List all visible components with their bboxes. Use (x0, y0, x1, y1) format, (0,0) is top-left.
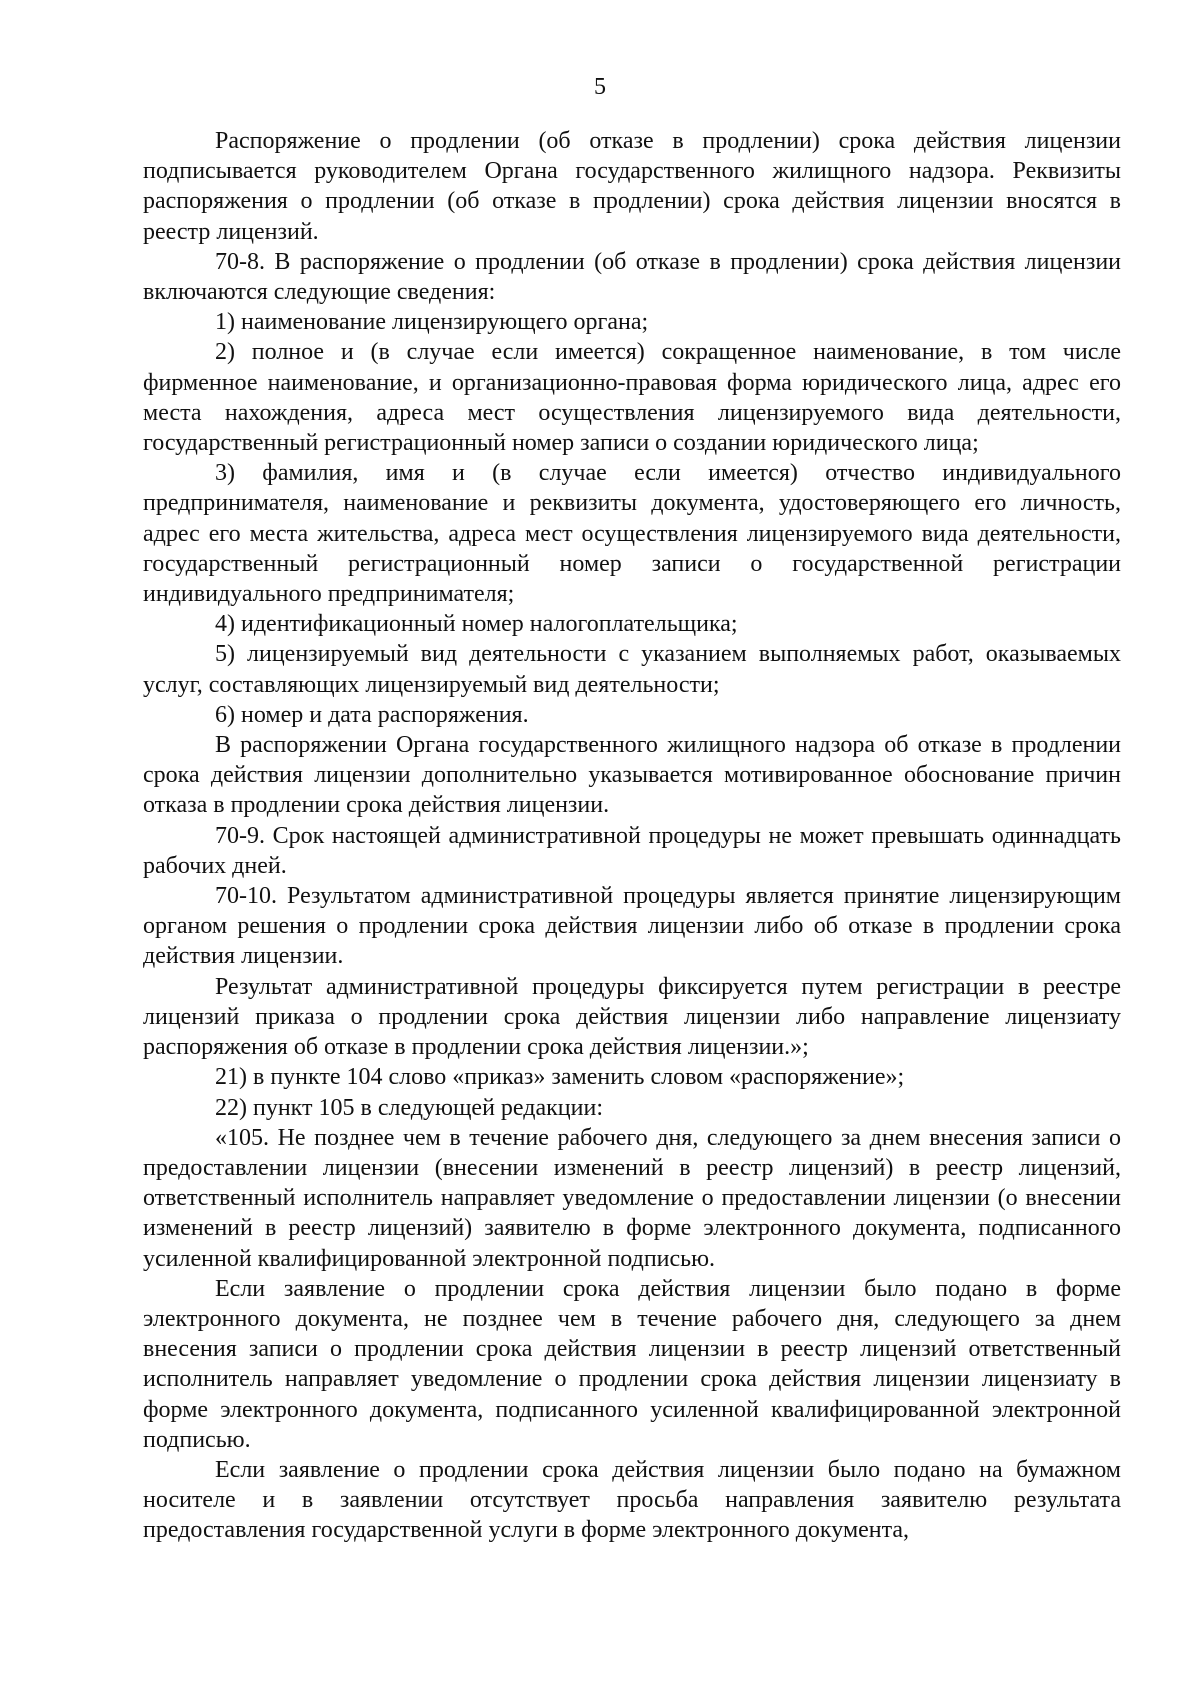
amendment-item-22: 22) пункт 105 в следующей редакции: (215, 1094, 603, 1121)
paragraph-electronic-application: Если заявление о продлении срока действия лицензии было подано в форме электронного документа, не позднее чем в течение рабочего дня, следующего за днем внесения записи о продлении срока действия лицензии в реестр лицензий ответственный исполнитель направляет уведомление о продлении срока действия лицензии лицензиату в форме электронного документа, подписанного усиленной квалифицированной электронной подписью. (143, 1275, 1121, 1453)
paragraph-result-recording: Результат административной процедуры фиксируется путем регистрации в реестре лицензий приказа о продлении срока действия лицензии либо направление лицензиату распоряжения об отказе в продлении срока действия лицензии.»; (143, 973, 1121, 1061)
document-body (143, 126, 1121, 1546)
list-item-1: 1) наименование лицензирующего органа; (215, 309, 649, 336)
list-item-6: 6) номер и дата распоряжения. (215, 701, 529, 728)
paragraph-signing: Распоряжение о продлении (об отказе в продлении) срока действия лицензии подписывается руководителем Органа государственного жилищного надзора. Реквизиты распоряжения о продлении (об отказе в продлении) срока действия лицензии вносятся в реестр лицензий. (143, 128, 1121, 245)
page-number: 5 (594, 74, 606, 100)
paragraph-paper-application: Если заявление о продлении срока действия лицензии было подано на бумажном носителе и в заявлении отсутствует просьба направления заявителю результата предоставления государственной услуги в форме электронного документа, (143, 1456, 1121, 1544)
list-item-4: 4) идентификационный номер налогоплательщика; (215, 611, 738, 638)
paragraph-refusal-justification: В распоряжении Органа государственного жилищного надзора об отказе в продлении срока действия лицензии дополнительно указывается мотивированное обоснование причин отказа в продлении срока действия лицензии. (143, 732, 1121, 819)
paragraph-105: «105. Не позднее чем в течение рабочего дня, следующего за днем внесения записи о предоставлении лицензии (внесении изменений в реестр лицензий) в реестр лицензий, ответственный исполнитель направляет уведомление о предоставлении лицензии (о внесении изменений в реестр лицензий) заявителю в форме электронного документа, подписанного усиленной квалифицированной электронной подписью. (143, 1124, 1121, 1272)
paragraph-70-9: 70-9. Срок настоящей административной процедуры не может превышать одиннадцать рабочих дней. (143, 822, 1121, 879)
paragraph-70-10: 70-10. Результатом административной процедуры является принятие лицензирующим органом решения о продлении срока действия лицензии либо об отказе в продлении срока действия лицензии. (143, 883, 1121, 970)
amendment-item-21: 21) в пункте 104 слово «приказ» заменить словом «распоряжение»; (215, 1064, 905, 1091)
list-item-2: 2) полное и (в случае если имеется) сокращенное наименование, в том числе фирменное наименование, и организационно-правовая форма юридического лица, адрес его места нахождения, адреса мест осуществления лицензируемого вида деятельности, государственный регистрационный номер записи о создании юридического лица; (143, 339, 1121, 457)
list-item-3: 3) фамилия, имя и (в случае если имеется) отчество индивидуального предпринимателя, наименование и реквизиты документа, удостоверяющего его личность, адрес его места жительства, адреса мест осуществления лицензируемого вида деятельности, государственный регистрационный номер записи о государственной регистрации индивидуального предпринимателя; (143, 460, 1121, 608)
list-item-5: 5) лицензируемый вид деятельности с указанием выполняемых работ, оказываемых услуг, составляющих лицензируемый вид деятельности; (143, 641, 1121, 698)
paragraph-70-8: 70-8. В распоряжение о продлении (об отказе в продлении) срока действия лицензии включаются следующие сведения: (143, 248, 1121, 306)
